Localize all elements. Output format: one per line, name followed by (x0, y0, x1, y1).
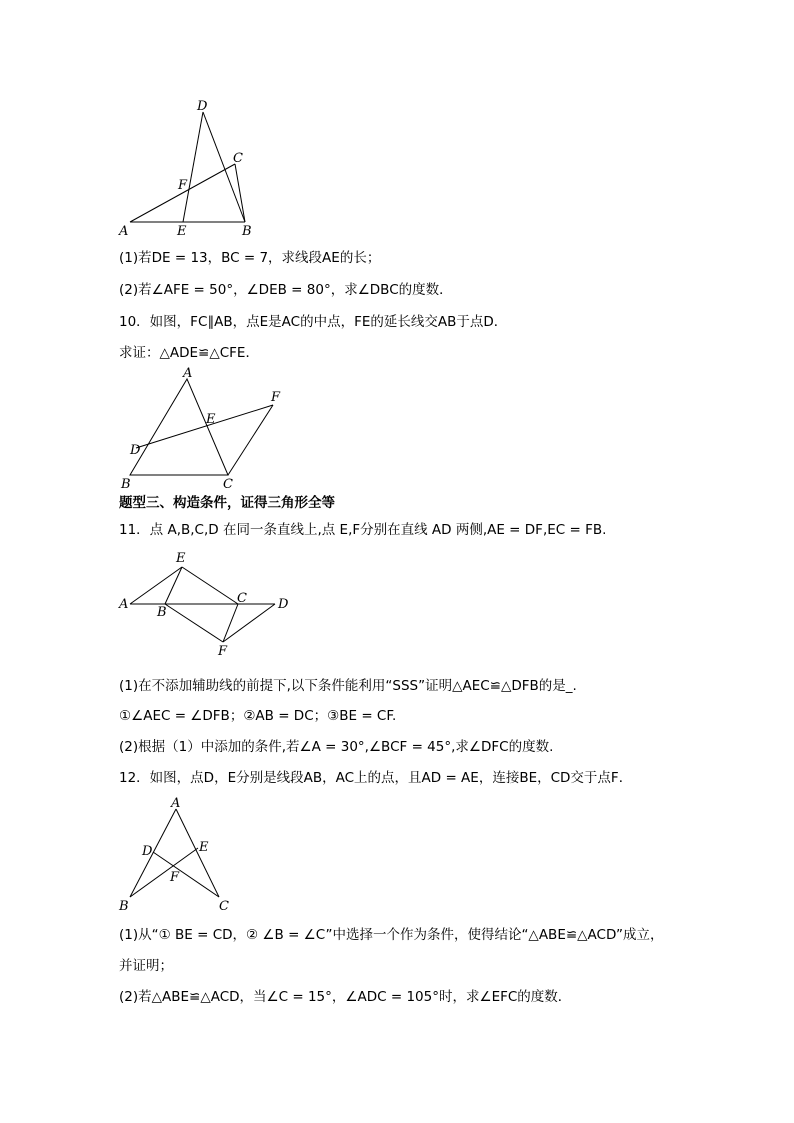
q9-part1: (1)若DE = 13，BC = 7，求线段AE的长； (119, 250, 381, 266)
segment-BF (165, 604, 223, 642)
segment-CB (235, 164, 245, 222)
label-D: D (142, 844, 153, 859)
segment-CF (228, 405, 273, 475)
segment-DF (136, 405, 273, 448)
q10-prove: 求证：△ADE≌△CFE． (119, 345, 259, 361)
label-F: F (218, 644, 228, 659)
figure-q9 (115, 92, 265, 242)
q11-stem: 11．点 A,B,C,D 在同一条直线上,点 E,F分别在直线 AD 两侧,AE = DF,EC = FB. (119, 522, 607, 538)
segment-AE (130, 567, 182, 604)
q11-part2: (2)根据（1）中添加的条件,若∠A = 30°,∠BCF = 45°,求∠DFC的度数. (119, 739, 554, 755)
figure-q11 (115, 545, 295, 660)
figure-q12 (115, 793, 245, 918)
q9-part2: (2)若∠AFE = 50°，∠DEB = 80°，求∠DBC的度数． (119, 282, 453, 298)
label-E: E (199, 840, 209, 855)
label-C: C (233, 151, 243, 166)
section3-title: 题型三、构造条件，证得三角形全等 (119, 495, 335, 511)
figure-q10 (115, 365, 295, 490)
label-B: B (242, 224, 252, 239)
q11-part1: (1)在不添加辅助线的前提下,以下条件能利用“SSS”证明△AEC≌△DFB的是_. (119, 678, 577, 694)
q12-part2: (2)若△ABE≌△ACD，当∠C = 15°，∠ADC = 105°时，求∠EFC的度数． (119, 989, 572, 1005)
label-D: D (278, 597, 289, 612)
segment-AC (176, 809, 219, 897)
label-B: B (119, 899, 129, 914)
label-D: D (197, 99, 208, 114)
label-D: D (130, 443, 141, 458)
triangle-ABC (130, 379, 228, 475)
q12-part1-line2: 并证明； (119, 958, 173, 974)
label-E: E (206, 412, 216, 427)
label-F: F (170, 870, 180, 885)
label-C: C (237, 591, 247, 606)
label-B: B (121, 477, 131, 490)
segment-AC (130, 164, 235, 222)
label-E: E (176, 551, 186, 566)
q11-options: ①∠AEC = ∠DFB；②AB = DC；③BE = CF. (119, 708, 397, 724)
label-C: C (219, 899, 229, 914)
segment-EC (182, 567, 238, 604)
label-E: E (177, 224, 187, 239)
q12-part1-line1: (1)从“① BE = CD，② ∠B = ∠C”中选择一个作为条件，使得结论“△ABE≌△ACD”成立， (119, 927, 664, 943)
label-F: F (271, 390, 281, 405)
segment-DB (203, 112, 245, 222)
label-A: A (119, 597, 129, 612)
label-A: A (183, 366, 193, 381)
segment-CD (153, 852, 219, 897)
label-C: C (223, 477, 233, 490)
label-F: F (178, 178, 188, 193)
label-A: A (171, 796, 181, 811)
q12-stem: 12．如图，点D，E分别是线段AB，AC上的点，且AD = AE，连接BE，CD交于点F． (119, 770, 633, 786)
q10-stem: 10．如图，FC∥AB，点E是AC的中点，FE的延长线交AB于点D． (119, 314, 508, 330)
label-A: A (119, 224, 129, 239)
label-B: B (157, 605, 167, 620)
segment-BE (130, 848, 198, 897)
segment-DE (183, 112, 203, 222)
